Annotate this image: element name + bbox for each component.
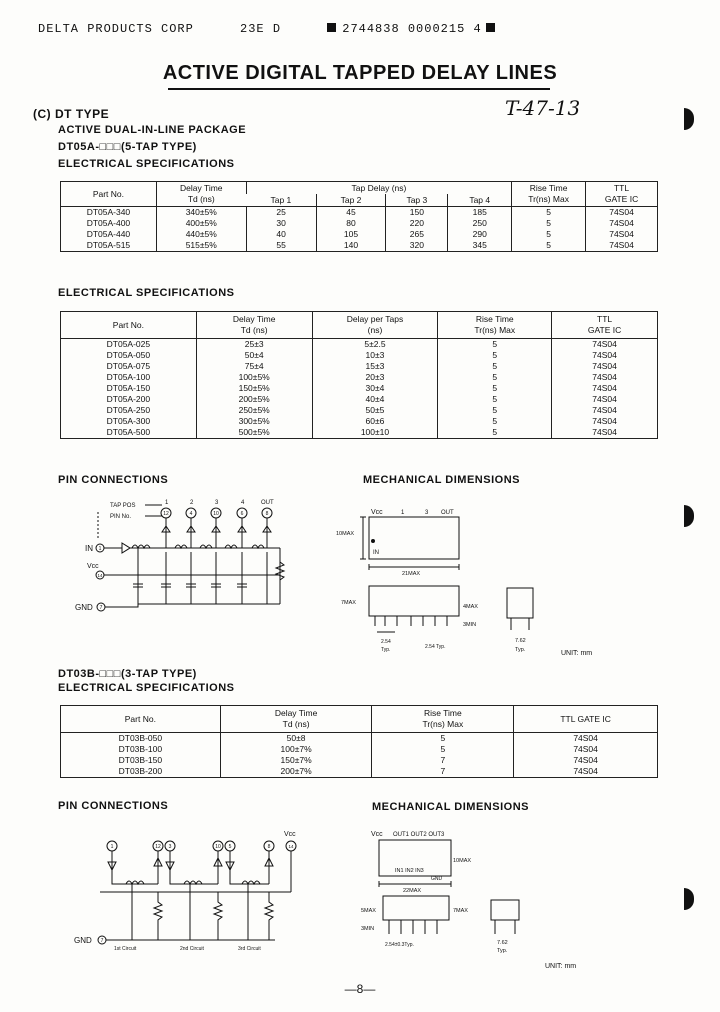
table-cell: 200±5% xyxy=(196,394,312,405)
table-cell: 40±4 xyxy=(312,394,438,405)
table-cell: 345 xyxy=(448,240,512,252)
col-rise-unit: Tr(ns) Max xyxy=(422,719,464,729)
table-row xyxy=(61,350,658,361)
pin-diagram-5tap xyxy=(70,492,310,622)
gnd-pin-number: 7 xyxy=(99,605,103,611)
pitch-typ: Typ. xyxy=(381,647,391,653)
pin-number: 5 xyxy=(228,844,232,850)
tap-pos-label: TAP POS xyxy=(110,503,136,509)
title-underline xyxy=(168,88,550,90)
side-height-dim: 7MAX xyxy=(341,600,356,606)
circuit-label: 1st Circuit xyxy=(114,946,137,952)
header-code: 23E D xyxy=(240,22,282,36)
col-gate xyxy=(552,312,658,339)
punch-hole xyxy=(684,505,694,527)
table-cell: DT05A-150 xyxy=(106,383,151,393)
table-row xyxy=(61,207,658,219)
side-dim-1: 5MAX xyxy=(361,908,376,914)
col-delay-label: Delay Time xyxy=(232,314,276,324)
package-top-view xyxy=(369,517,459,559)
unit-label: UNIT: mm xyxy=(561,650,593,657)
table2-heading: ELECTRICAL SPECIFICATIONS xyxy=(58,287,235,299)
table-cell: 60±6 xyxy=(312,416,438,427)
table-cell: 5 xyxy=(512,240,586,252)
pin-number: 4 xyxy=(189,511,193,517)
pin-number: 3 xyxy=(168,844,172,850)
table-row xyxy=(61,218,658,229)
col-delay xyxy=(196,312,312,339)
side-dim-2: 7MAX xyxy=(453,908,468,914)
type-label: DT05A-□□□(5-TAP TYPE) xyxy=(58,141,197,153)
table-cell: 500±5% xyxy=(196,427,312,439)
table-cell: DT03B-100 xyxy=(118,744,163,754)
table-row xyxy=(61,229,658,240)
package-end-view xyxy=(491,900,519,920)
row-spacing-dim: 7.62 xyxy=(497,940,508,946)
col-tap1: Tap 1 xyxy=(246,194,316,207)
table-cell: 300±5% xyxy=(196,416,312,427)
table-cell: 50±5 xyxy=(312,405,438,416)
in-labels: IN1 IN2 IN3 xyxy=(395,868,424,874)
table-cell: 7 xyxy=(372,766,514,778)
table-cell: 150 xyxy=(386,207,448,219)
table-cell: 74S04 xyxy=(514,733,658,745)
table-row xyxy=(61,240,658,252)
row-spacing-typ: Typ. xyxy=(515,647,526,653)
tap-label: 1 xyxy=(165,500,169,506)
table-cell: DT05A-400 xyxy=(86,218,131,228)
table-cell: 340±5% xyxy=(156,207,246,219)
table-cell: 5 xyxy=(438,394,552,405)
table-cell: 100±5% xyxy=(196,372,312,383)
col-rise-unit: Tr(ns) Max xyxy=(528,194,569,204)
table-cell: 5±2.5 xyxy=(312,339,438,351)
mech-diagram-3tap xyxy=(345,822,615,972)
capacitor-icons xyxy=(133,584,247,587)
out-labels: OUT1 OUT2 OUT3 xyxy=(393,832,445,838)
height-dim: 10MAX xyxy=(453,858,472,864)
col-gate-label: TTL xyxy=(597,314,613,324)
table-cell: 150±7% xyxy=(220,755,372,766)
table-cell: 74S04 xyxy=(552,427,658,439)
package-label: ACTIVE DUAL-IN-LINE PACKAGE xyxy=(58,124,247,136)
height-dim: 10MAX xyxy=(336,531,355,537)
end-view-pins xyxy=(511,618,529,630)
table-cell: 74S04 xyxy=(586,240,658,252)
row-spacing-typ: Typ. xyxy=(497,948,508,954)
pin-number: 12 xyxy=(163,511,169,517)
buffer-icons xyxy=(108,858,273,870)
pin-number: 10 xyxy=(215,844,221,850)
pin-heading-2: PIN CONNECTIONS xyxy=(58,800,169,812)
table-cell: DT05A-025 xyxy=(106,339,151,349)
table-cell: 5 xyxy=(512,218,586,229)
col-gate-label: TTL xyxy=(613,183,630,193)
table-cell: 200±7% xyxy=(220,766,372,778)
table-cell: 5 xyxy=(438,405,552,416)
table-cell: 440±5% xyxy=(156,229,246,240)
pin-number: 10 xyxy=(213,511,219,517)
col-part: Part No. xyxy=(61,182,157,207)
col-delay xyxy=(156,182,246,207)
col-gate: TTL GATE IC xyxy=(514,706,658,733)
pin-number: 12 xyxy=(155,844,161,850)
package-end-view xyxy=(507,588,533,618)
table-cell: 55 xyxy=(246,240,316,252)
table-cell: DT05A-500 xyxy=(106,427,151,437)
table-cell: 50±8 xyxy=(220,733,372,745)
table-cell: 5 xyxy=(512,207,586,219)
table-cell: 5 xyxy=(438,372,552,383)
page-number: —8— xyxy=(344,982,376,996)
handwritten-note: T-47-13 xyxy=(505,96,581,120)
page-header xyxy=(38,22,533,36)
circuit-label: 2nd Circuit xyxy=(180,946,204,952)
table-cell: 74S04 xyxy=(552,383,658,394)
tap-label: 4 xyxy=(241,500,245,506)
col-delay-unit: Td (ns) xyxy=(240,325,268,335)
table-cell: 290 xyxy=(448,229,512,240)
body-height-dim: 4MAX xyxy=(463,604,478,610)
gnd-label: GND xyxy=(75,603,93,612)
table-cell: 250 xyxy=(448,218,512,229)
table-cell: 265 xyxy=(386,229,448,240)
spec-table-3tap xyxy=(60,705,658,778)
table-cell: DT05A-300 xyxy=(106,416,151,426)
gnd-pin-number: 7 xyxy=(100,938,104,944)
punch-hole xyxy=(684,888,694,910)
table-cell: DT05A-515 xyxy=(86,240,131,250)
vcc-pin-number: 14 xyxy=(288,844,294,849)
height-dim-line xyxy=(360,517,366,559)
table-cell: 100±10 xyxy=(312,427,438,439)
table-row xyxy=(61,733,658,745)
table-cell: 400±5% xyxy=(156,218,246,229)
table-row xyxy=(61,405,658,416)
table-row xyxy=(61,372,658,383)
table-cell: 74S04 xyxy=(552,405,658,416)
gnd-label: GND xyxy=(431,876,443,882)
table-cell: 15±3 xyxy=(312,361,438,372)
table-cell: 74S04 xyxy=(586,207,658,219)
table-cell: DT05A-440 xyxy=(86,229,131,239)
col-per-tap xyxy=(312,312,438,339)
col-tap-delay: Tap Delay (ns) xyxy=(246,182,511,195)
table-row xyxy=(61,744,658,755)
col-per-tap-unit: (ns) xyxy=(367,325,383,335)
col-delay-label: Delay Time xyxy=(274,708,318,718)
resistor-icons xyxy=(154,892,273,940)
width-dim-line xyxy=(369,564,459,570)
pin-length-dim: 3MIN xyxy=(463,622,477,628)
col-part: Part No. xyxy=(61,706,221,733)
table-cell: 30 xyxy=(246,218,316,229)
col-delay-unit: Td (ns) xyxy=(187,194,215,204)
col-gate xyxy=(586,182,658,207)
table-cell: DT05A-340 xyxy=(86,207,131,217)
spec-table-5tap-b xyxy=(60,311,658,439)
table-cell: 7 xyxy=(372,755,514,766)
table-cell: 5 xyxy=(372,733,514,745)
table-cell: 100±7% xyxy=(220,744,372,755)
table-cell: 5 xyxy=(438,416,552,427)
package-pins xyxy=(375,616,447,626)
tap-label: OUT xyxy=(261,500,274,506)
table-cell: 74S04 xyxy=(586,218,658,229)
pin-length-dim: 3MIN xyxy=(361,926,375,932)
table-cell: 515±5% xyxy=(156,240,246,252)
vcc-label: Vcc xyxy=(87,563,99,570)
table-cell: 74S04 xyxy=(552,339,658,351)
table-cell: 40 xyxy=(246,229,316,240)
vcc-label: Vcc xyxy=(371,831,383,838)
package-pins xyxy=(389,920,437,934)
tap-leads xyxy=(166,518,267,548)
table-row xyxy=(61,394,658,405)
end-view-pins xyxy=(495,920,515,934)
table-cell: 74S04 xyxy=(552,350,658,361)
table-cell: 25 xyxy=(246,207,316,219)
table-cell: 5 xyxy=(438,361,552,372)
col-tap4: Tap 4 xyxy=(448,194,512,207)
table1-heading: ELECTRICAL SPECIFICATIONS xyxy=(58,158,235,170)
table-cell: 75±4 xyxy=(196,361,312,372)
col-rise xyxy=(438,312,552,339)
table-cell: 74S04 xyxy=(514,744,658,755)
vcc-label: Vcc xyxy=(284,831,296,838)
col-gate-unit: GATE IC xyxy=(604,194,639,204)
table-row xyxy=(61,427,658,439)
col-rise xyxy=(512,182,586,207)
input-line xyxy=(104,543,280,553)
spec-table-5tap xyxy=(60,181,658,252)
table-cell: 30±4 xyxy=(312,383,438,394)
table-cell: DT05A-050 xyxy=(106,350,151,360)
pin-number: 6 xyxy=(240,511,244,517)
table-cell: 25±3 xyxy=(196,339,312,351)
table-cell: 5 xyxy=(438,339,552,351)
table-cell: 105 xyxy=(316,229,386,240)
top-pin-label: 1 xyxy=(401,510,405,516)
table-cell: 10±3 xyxy=(312,350,438,361)
pitch-dim: 2.54±0.3Typ. xyxy=(385,942,414,948)
col-delay-unit: Td (ns) xyxy=(282,719,310,729)
vcc-pin-number: 14 xyxy=(97,573,103,578)
table-cell: 185 xyxy=(448,207,512,219)
table-cell: DT05A-075 xyxy=(106,361,151,371)
table-row xyxy=(61,416,658,427)
capacitor-leads xyxy=(138,548,280,604)
package-side-view xyxy=(383,896,449,920)
table-cell: 5 xyxy=(372,744,514,755)
vcc-label: Vcc xyxy=(371,509,383,516)
table-cell: 250±5% xyxy=(196,405,312,416)
table-cell: 74S04 xyxy=(552,416,658,427)
gnd-line xyxy=(105,604,280,607)
col-rise-label: Rise Time xyxy=(423,708,462,718)
row-spacing-dim: 7.62 xyxy=(515,638,526,644)
table-cell: 140 xyxy=(316,240,386,252)
tap-label: 2 xyxy=(190,500,194,506)
table-cell: DT05A-200 xyxy=(106,394,151,404)
table-cell: 74S04 xyxy=(552,372,658,383)
table-cell: 50±4 xyxy=(196,350,312,361)
circuit-label: 3rd Circuit xyxy=(238,946,261,952)
header-block-mark xyxy=(327,23,336,32)
tap-pins xyxy=(161,500,274,548)
gnd-label: GND xyxy=(74,936,92,945)
table-cell: DT03B-200 xyxy=(118,766,163,776)
col-rise xyxy=(372,706,514,733)
table-row xyxy=(61,766,658,778)
pin-no-label: PIN No. xyxy=(110,514,132,520)
table-cell: 74S04 xyxy=(514,766,658,778)
table-cell: DT05A-100 xyxy=(106,372,151,382)
table3-heading: ELECTRICAL SPECIFICATIONS xyxy=(58,682,235,694)
col-rise-label: Rise Time xyxy=(529,183,568,193)
table-cell: 5 xyxy=(512,229,586,240)
unit-label: UNIT: mm xyxy=(545,963,577,970)
top-pin-label: 3 xyxy=(425,510,429,516)
table-cell: DT03B-150 xyxy=(118,755,163,765)
pin-leads xyxy=(112,851,291,892)
punch-hole xyxy=(684,108,694,130)
table-row xyxy=(61,383,658,394)
col-per-tap-label: Delay per Taps xyxy=(346,314,404,324)
col-gate-unit: GATE IC xyxy=(587,325,622,335)
company-name: DELTA PRODUCTS CORP xyxy=(38,22,194,36)
col-tap2: Tap 2 xyxy=(316,194,386,207)
type-label-3tap: DT03B-□□□(3-TAP TYPE) xyxy=(58,668,197,680)
table-cell: 320 xyxy=(386,240,448,252)
col-tap3: Tap 3 xyxy=(386,194,448,207)
header-block-mark-2 xyxy=(486,23,495,32)
table-row xyxy=(61,755,658,766)
pin-number: 8 xyxy=(265,511,269,517)
section-label: (C) DT TYPE xyxy=(33,107,110,121)
table-cell: 80 xyxy=(316,218,386,229)
table-cell: 74S04 xyxy=(514,755,658,766)
col-part: Part No. xyxy=(61,312,197,339)
table-cell: 74S04 xyxy=(552,394,658,405)
table-cell: 45 xyxy=(316,207,386,219)
pitch-dim: 2.54 xyxy=(381,639,391,645)
pin-heading-1: PIN CONNECTIONS xyxy=(58,474,169,486)
in-label: IN xyxy=(85,544,93,553)
col-delay-label: Delay Time xyxy=(180,183,223,193)
col-rise-unit: Tr(ns) Max xyxy=(474,325,516,335)
table-cell: 220 xyxy=(386,218,448,229)
tap-label: 3 xyxy=(215,500,219,506)
table-cell: 5 xyxy=(438,350,552,361)
pitch-typ-2: 2.54 Typ. xyxy=(425,644,446,650)
package-side-view xyxy=(369,586,459,616)
header-barcode-number: 2744838 0000215 4 xyxy=(342,22,482,36)
table-cell: 20±3 xyxy=(312,372,438,383)
page-number-value: 8 xyxy=(356,982,364,996)
page-title: ACTIVE DIGITAL TAPPED DELAY LINES xyxy=(162,62,558,84)
pin-diagram-3tap xyxy=(70,822,310,962)
table-row xyxy=(61,339,658,351)
table-row xyxy=(61,361,658,372)
in-label: IN xyxy=(373,550,379,556)
table-cell: DT05A-250 xyxy=(106,405,151,415)
width-dim: 22MAX xyxy=(403,888,422,894)
top-pin-label: OUT xyxy=(441,510,454,516)
table-cell: DT03B-050 xyxy=(118,733,163,743)
mech-diagram-5tap xyxy=(335,500,615,660)
col-rise-label: Rise Time xyxy=(475,314,514,324)
table-cell: 74S04 xyxy=(586,229,658,240)
table-cell: 74S04 xyxy=(552,361,658,372)
pin-number: 1 xyxy=(110,844,114,850)
in-pin-number: 1 xyxy=(98,546,102,552)
mech-heading-2: MECHANICAL DIMENSIONS xyxy=(372,801,529,813)
table-cell: 150±5% xyxy=(196,383,312,394)
table-cell: 5 xyxy=(438,427,552,439)
width-dim: 21MAX xyxy=(402,571,421,577)
mech-heading-1: MECHANICAL DIMENSIONS xyxy=(363,474,520,486)
table-cell: 5 xyxy=(438,383,552,394)
pin1-marker xyxy=(372,540,375,543)
pin-number: 8 xyxy=(267,844,271,850)
col-delay xyxy=(220,706,372,733)
